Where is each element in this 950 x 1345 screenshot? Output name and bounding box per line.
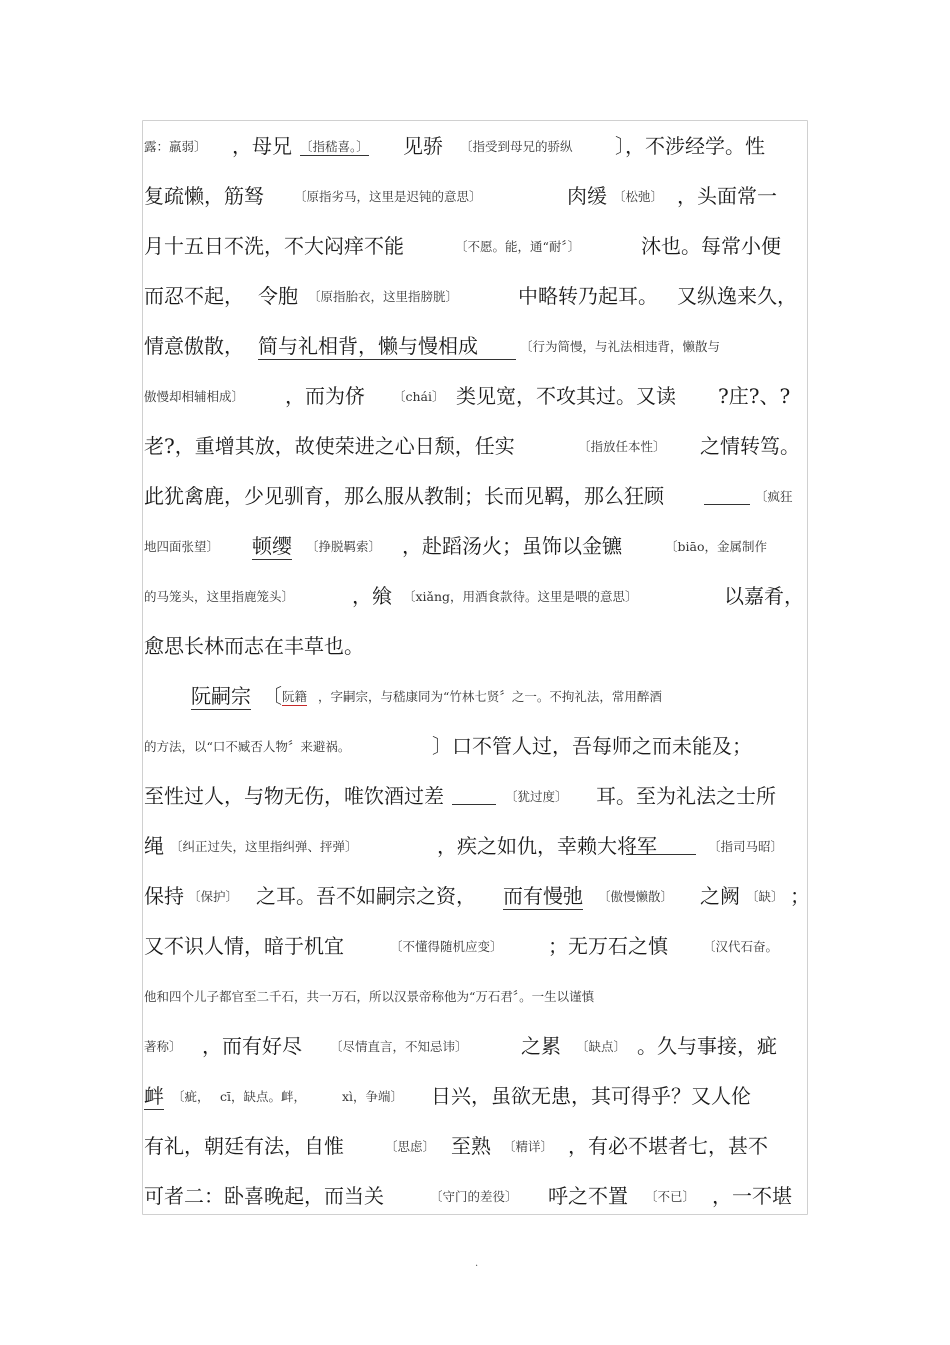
main-text: 耳。至为礼法之士所 <box>596 784 776 808</box>
annotation: 〔行为简慢，与礼法相违背，懒散与 <box>520 339 721 354</box>
text-line <box>0 228 950 258</box>
annotation: 〔疯狂 <box>755 489 793 504</box>
text-line <box>0 178 950 208</box>
main-text: 中略转乃起耳。 <box>518 284 658 308</box>
main-text: 老?，重增其放，故使荣进之心日颓，任实 <box>144 434 515 458</box>
text-line <box>0 1178 950 1208</box>
annotation: cī，缺点。衅， <box>220 1089 306 1104</box>
text-line <box>0 128 950 158</box>
main-text: 可者二：卧喜晚起，而当关 <box>144 1184 384 1208</box>
annotation: 〔松弛〕 <box>613 189 664 204</box>
main-text: 至性过人，与物无伤，唯饮酒过差 <box>144 784 444 808</box>
text-line <box>0 478 950 508</box>
annotation: 〔指司马昭〕 <box>708 839 784 854</box>
main-text: 沐也。每常小便 <box>641 234 781 258</box>
text-line <box>0 678 950 708</box>
annotation: 的马笼头，这里指鹿笼头〕 <box>144 589 295 604</box>
main-text: 月十五日不洗，不大闷痒不能 <box>144 234 404 258</box>
annotation: 〔傲慢懒散〕 <box>598 889 674 904</box>
annotation: 〔尽情直言，不知忌讳〕 <box>330 1039 468 1054</box>
annotation: 〔不懂得随机应变〕 <box>390 939 503 954</box>
blank-underline <box>704 504 750 505</box>
text-line <box>0 928 950 958</box>
main-text: 而忍不起， <box>144 284 244 308</box>
main-text: ； <box>790 884 810 908</box>
annotation: 他和四个儿子都官至二千石，共一万石，所以汉景帝称他为“万石君〞。一生以谨慎 <box>144 989 595 1004</box>
main-text: ，疾之如仇，幸赖大将军 <box>437 834 657 858</box>
annotation: 〔指嵇喜。〕 <box>300 139 369 154</box>
main-text: 。久与事接，疵 <box>637 1034 777 1058</box>
main-text: 〕，不涉经学。性 <box>615 134 765 158</box>
main-text: 简与礼相背，懒与慢相成 <box>258 330 516 360</box>
main-text: ，头面常一 <box>677 184 777 208</box>
text-line <box>0 378 950 408</box>
main-text: 〕口不管人过，吾每师之而未能及； <box>432 734 752 758</box>
text-line <box>0 628 950 658</box>
text-line <box>0 428 950 458</box>
text-line <box>0 1078 950 1108</box>
page-marker: . <box>475 1258 479 1269</box>
main-text: 以嘉肴， <box>724 584 804 608</box>
main-text: 而有慢弛 <box>503 880 583 910</box>
text-line <box>0 278 950 308</box>
annotation: 〔保护〕 <box>188 889 239 904</box>
main-text: ；无万石之慎 <box>548 934 668 958</box>
main-text: 肉缓 <box>567 184 607 208</box>
text-line <box>0 528 950 558</box>
text-line <box>0 1128 950 1158</box>
text-line <box>0 778 950 808</box>
text-line <box>0 328 950 358</box>
annotation: 〔不已〕 <box>645 1189 696 1204</box>
annotation: 〔指放任本性〕 <box>578 439 666 454</box>
main-text: ?庄?、? <box>718 384 791 408</box>
text-line <box>0 728 950 758</box>
annotation: 〔汉代石奋。 <box>703 939 779 954</box>
annotation: 〔思虑〕 <box>385 1139 436 1154</box>
annotation: 〔xiǎng，用酒食款待。这里是喂的意思〕 <box>403 589 638 604</box>
main-text: 令胞 <box>258 284 298 308</box>
main-text: 顿缨 <box>252 530 292 560</box>
annotation: 〔原指胎衣，这里指膀胱〕 <box>308 289 459 304</box>
main-text: 〔 <box>262 684 282 708</box>
main-text: ，赴蹈汤火；虽饰以金镳 <box>402 534 622 558</box>
main-text: ，一不堪 <box>712 1184 792 1208</box>
annotation: 〔指受到母兄的骄纵 <box>460 139 573 154</box>
main-text: ，飨 <box>352 584 392 608</box>
annotation: 〔chái〕 <box>393 389 445 404</box>
main-text: 呼之不置 <box>548 1184 628 1208</box>
blank-underline <box>626 854 696 855</box>
text-line <box>0 978 950 1008</box>
main-text: ，而有好尽 <box>202 1034 302 1058</box>
main-text: 见骄 <box>403 134 443 158</box>
annotation: 〔不愿。能，通“耐〞〕 <box>455 239 581 254</box>
annotation: 傲慢却相辅相成〕 <box>144 389 245 404</box>
annotation: 〔疵， <box>172 1089 210 1104</box>
main-text: 日兴，虽欲无患，其可得乎？又人伦 <box>431 1084 751 1108</box>
annotation: ，字嗣宗，与嵇康同为“竹林七贤〞之一。不拘礼法，常用醉酒 <box>318 689 662 704</box>
text-line <box>0 878 950 908</box>
annotation: 〔精详〕 <box>503 1139 554 1154</box>
main-text: 又不识人情，暗于机宜 <box>144 934 344 958</box>
main-text: 之阙 <box>700 884 740 908</box>
annotation: 阮籍 <box>282 689 308 704</box>
annotation: 的方法，以“口不臧否人物〞来避祸。 <box>144 739 351 754</box>
main-text: 阮嗣宗 <box>191 680 251 710</box>
annotation: 〔守门的差役〕 <box>430 1189 518 1204</box>
annotation: 著称〕 <box>144 1039 182 1054</box>
text-line <box>0 828 950 858</box>
main-text: 复疏懒，筋驽 <box>144 184 264 208</box>
text-line <box>0 1028 950 1058</box>
annotation: 〔原指劣马，这里是迟钝的意思〕 <box>294 189 482 204</box>
blank-underline <box>452 804 496 805</box>
annotation: 〔缺〕 <box>746 889 784 904</box>
text-line <box>0 578 950 608</box>
annotation: 地四面张望〕 <box>144 539 220 554</box>
annotation: 〔挣脱羁索〕 <box>306 539 382 554</box>
main-text: 愈思长林而志在丰草也。 <box>144 634 364 658</box>
main-text: 衅 <box>144 1080 164 1110</box>
main-text: 情意傲散， <box>144 334 244 358</box>
main-text: 又纵逸来久， <box>677 284 797 308</box>
main-text: ，有必不堪者七，甚不 <box>568 1134 768 1158</box>
main-text: 至熟 <box>451 1134 491 1158</box>
main-text: 之情转笃。 <box>700 434 800 458</box>
main-text: 此犹禽鹿，少见驯育，那么服从教制；长而见羁，那么狂顾 <box>144 484 664 508</box>
annotation: 〔犹过度〕 <box>505 789 568 804</box>
main-text: 绳 <box>144 834 164 858</box>
annotation: 露：羸弱〕 <box>144 139 207 154</box>
main-text: 之累 <box>521 1034 561 1058</box>
main-text: ，而为侪 <box>285 384 365 408</box>
main-text: 类见宽，不攻其过。又读 <box>456 384 676 408</box>
annotation: xì，争端〕 <box>342 1089 404 1104</box>
main-text: ，母兄 <box>232 134 292 158</box>
annotation: 〔缺点〕 <box>576 1039 627 1054</box>
main-text: 之耳。吾不如嗣宗之资， <box>256 884 476 908</box>
annotation: 〔biāo，金属制作 <box>665 539 767 554</box>
main-text: 有礼，朝廷有法，自惟 <box>144 1134 344 1158</box>
main-text: 保持 <box>144 884 184 908</box>
annotation: 〔纠正过失，这里指纠弹、抨弹〕 <box>170 839 358 854</box>
